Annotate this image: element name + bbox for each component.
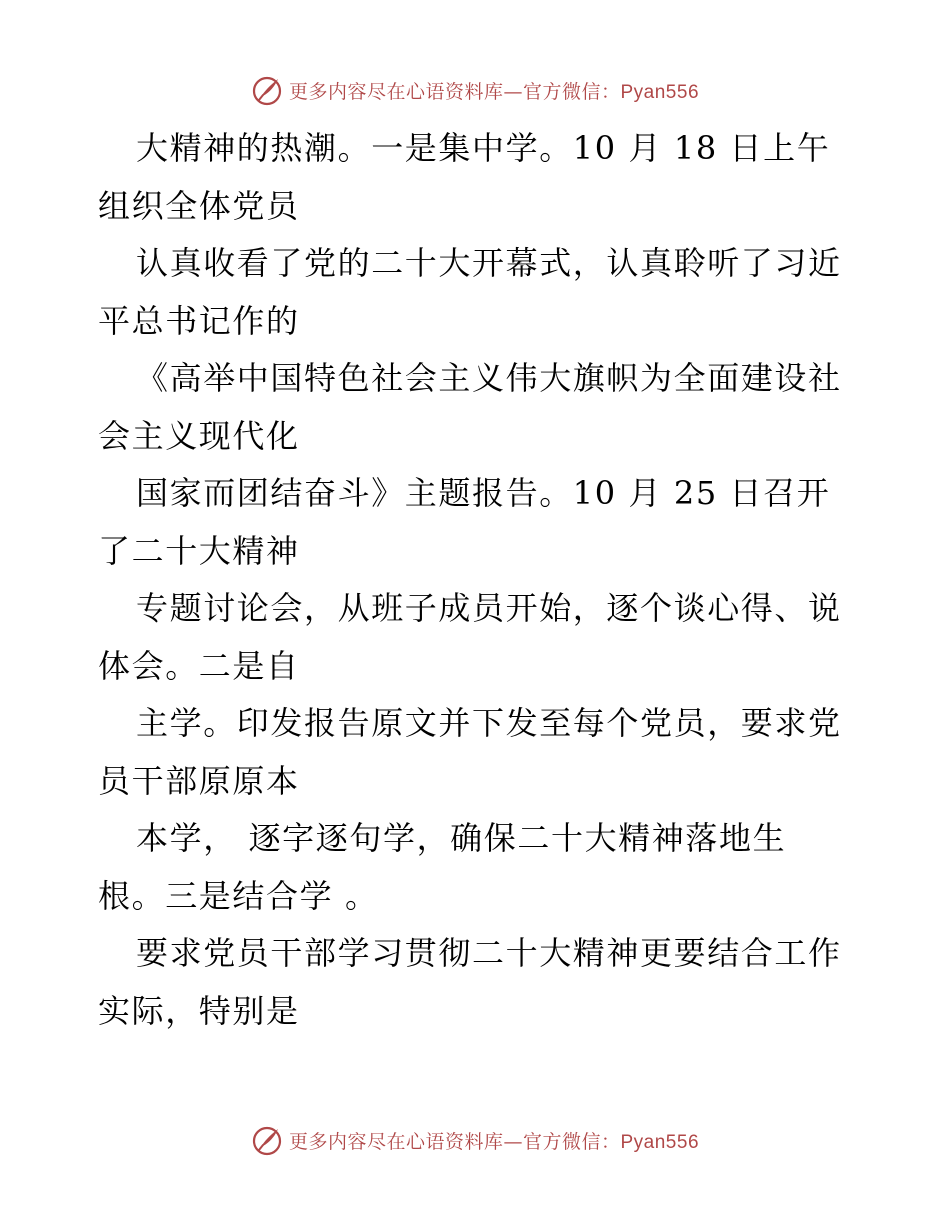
- header-banner-text: [289, 77, 699, 104]
- footer-banner-text: [289, 1127, 699, 1154]
- text-line: 主学。印发报告原文并下发至每个党员，要求党: [136, 704, 842, 742]
- text-line: 根。三是结合学 。: [98, 876, 379, 915]
- header-banner-label: 更多内容尽在心语资料库—官方微信：: [288, 80, 621, 103]
- text-line: 平总书记作的: [98, 301, 300, 340]
- text-line: 员干部原原本: [98, 761, 300, 800]
- quill-logo-icon: [251, 74, 283, 106]
- footer-banner-label: 更多内容尽在心语资料库—官方微信：: [288, 1130, 621, 1153]
- text-line: 专题讨论会，从班子成员开始，逐个谈心得、说: [136, 589, 842, 627]
- document-body: [98, 120, 858, 1040]
- text-line: 组织全体党员: [98, 186, 300, 225]
- text-line: 要求党员干部学习贯彻二十大精神更要结合工作: [136, 934, 842, 972]
- text-line: 认真收看了党的二十大开幕式，认真聆听了习近: [136, 244, 842, 282]
- text-line: 《高举中国特色社会主义伟大旗帜为全面建设社: [136, 359, 842, 397]
- header-banner: [0, 70, 950, 110]
- footer-banner: [0, 1120, 950, 1160]
- text-line: 实际，特别是: [98, 991, 300, 1030]
- footer-banner-id: Pyan556: [620, 1131, 700, 1153]
- text-line: 了二十大精神: [98, 531, 300, 570]
- header-banner-id: Pyan556: [620, 81, 700, 103]
- quill-logo-icon: [251, 1124, 283, 1156]
- text-line: 大精神的热潮。一是集中学。10 月 18 日上午: [136, 129, 831, 167]
- text-line: 会主义现代化: [98, 416, 300, 455]
- text-line: 体会。二是自: [98, 646, 300, 685]
- text-line: 本学， 逐字逐句学，确保二十大精神落地生: [136, 819, 787, 857]
- text-line: 国家而团结奋斗》主题报告。10 月 25 日召开: [136, 474, 831, 512]
